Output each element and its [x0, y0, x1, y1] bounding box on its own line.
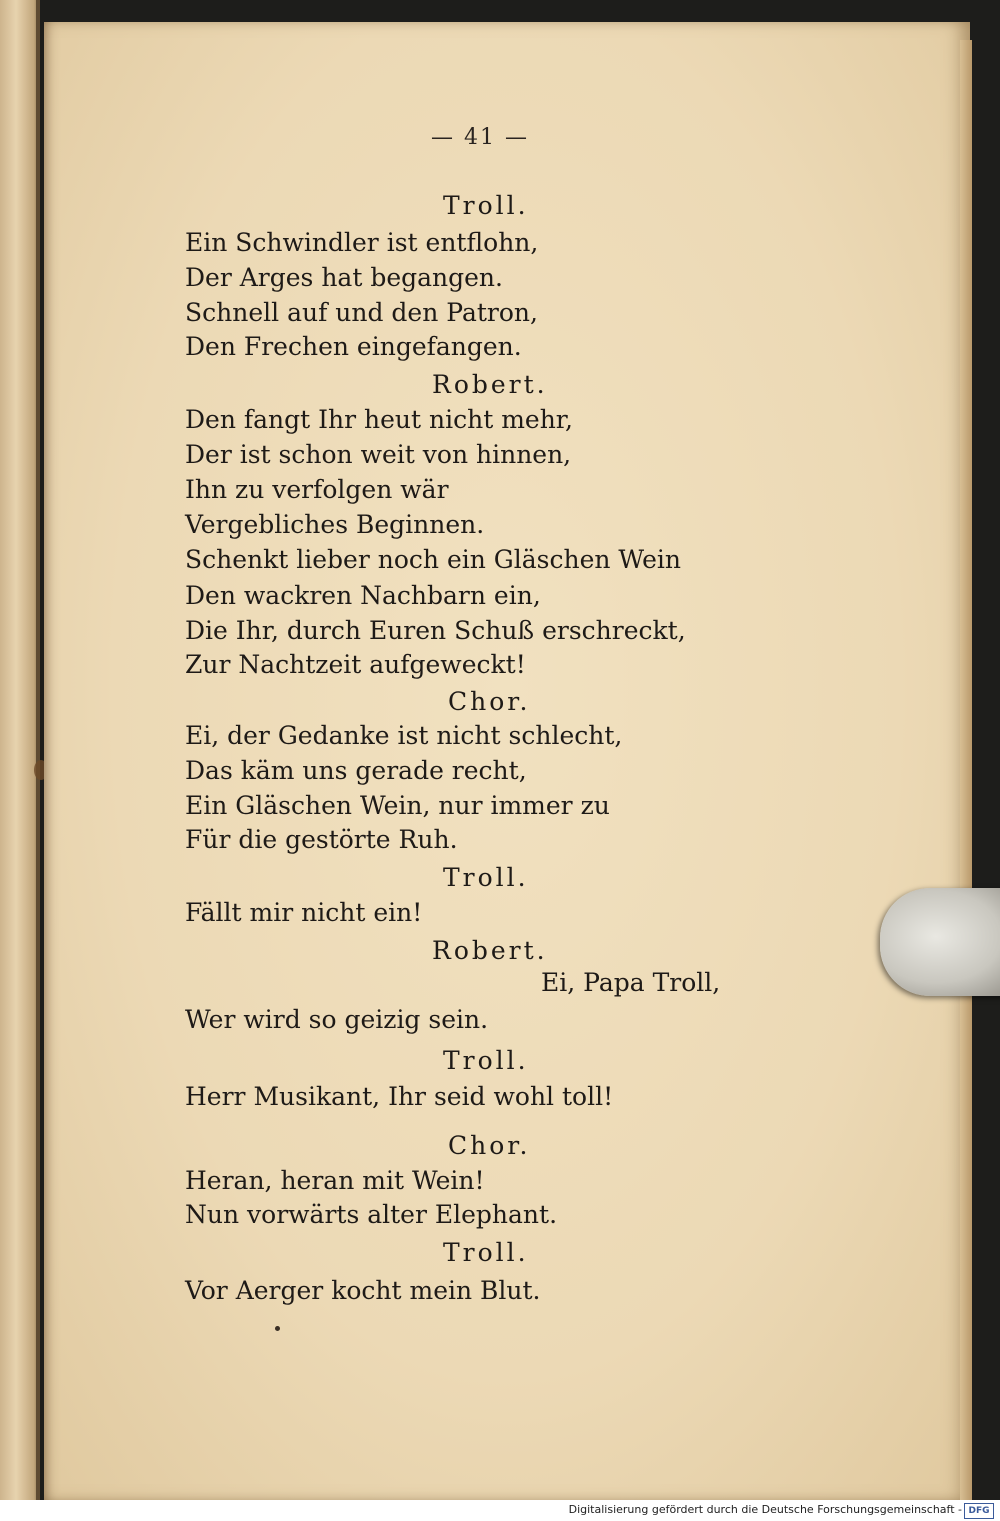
- speaker-name: Troll.: [443, 1238, 529, 1267]
- verse-line: Schnell auf und den Patron,: [185, 298, 538, 327]
- verse-line: Schenkt lieber noch ein Gläschen Wein: [185, 545, 681, 574]
- speaker-name: Robert.: [432, 370, 548, 399]
- speaker-name: Troll.: [443, 191, 529, 220]
- ink-speck: [275, 1326, 280, 1331]
- verse-line: Nun vorwärts alter Elephant.: [185, 1200, 558, 1229]
- page-stack-edge: [960, 40, 972, 1500]
- book-gutter: [36, 0, 40, 1500]
- verse-line: Ihn zu verfolgen wär: [185, 475, 449, 504]
- footer-credit: Digitalisierung gefördert durch die Deutsche Forschungsgemeinschaft -: [568, 1503, 962, 1516]
- verse-line: Der ist schon weit von hinnen,: [185, 440, 572, 469]
- verse-line: Vergebliches Beginnen.: [185, 510, 485, 539]
- speaker-name: Robert.: [432, 936, 548, 965]
- verse-line: Die Ihr, durch Euren Schuß erschreckt,: [185, 616, 686, 645]
- dfg-logo: DFG: [964, 1503, 994, 1519]
- verse-line: Vor Aerger kocht mein Blut.: [185, 1276, 541, 1305]
- verse-line: Zur Nachtzeit aufgeweckt!: [185, 650, 526, 679]
- verse-line: Den fangt Ihr heut nicht mehr,: [185, 405, 573, 434]
- verse-line: Ei, Papa Troll,: [541, 968, 721, 997]
- speaker-name: Troll.: [443, 1046, 529, 1075]
- verse-line: Ei, der Gedanke ist nicht schlecht,: [185, 721, 623, 750]
- verse-line: Der Arges hat begangen.: [185, 263, 503, 292]
- verse-line: Ein Gläschen Wein, nur immer zu: [185, 791, 610, 820]
- verse-line: Heran, heran mit Wein!: [185, 1166, 485, 1195]
- speaker-name: Troll.: [443, 863, 529, 892]
- verse-line: Fällt mir nicht ein!: [185, 898, 423, 927]
- verse-line: Für die gestörte Ruh.: [185, 825, 458, 854]
- verse-line: Wer wird so geizig sein.: [185, 1005, 489, 1034]
- verse-line: Den Frechen eingefangen.: [185, 332, 522, 361]
- verse-line: Ein Schwindler ist entflohn,: [185, 228, 539, 257]
- speaker-name: Chor.: [448, 687, 531, 716]
- verse-line: Das käm uns gerade recht,: [185, 756, 527, 785]
- previous-page-edge: [0, 0, 40, 1500]
- page-number: — 41 —: [431, 125, 529, 150]
- verse-line: Herr Musikant, Ihr seid wohl toll!: [185, 1082, 614, 1111]
- speaker-name: Chor.: [448, 1131, 531, 1160]
- verse-line: Den wackren Nachbarn ein,: [185, 581, 541, 610]
- footer-bar: [0, 1500, 1000, 1521]
- page-clip: [880, 888, 1000, 996]
